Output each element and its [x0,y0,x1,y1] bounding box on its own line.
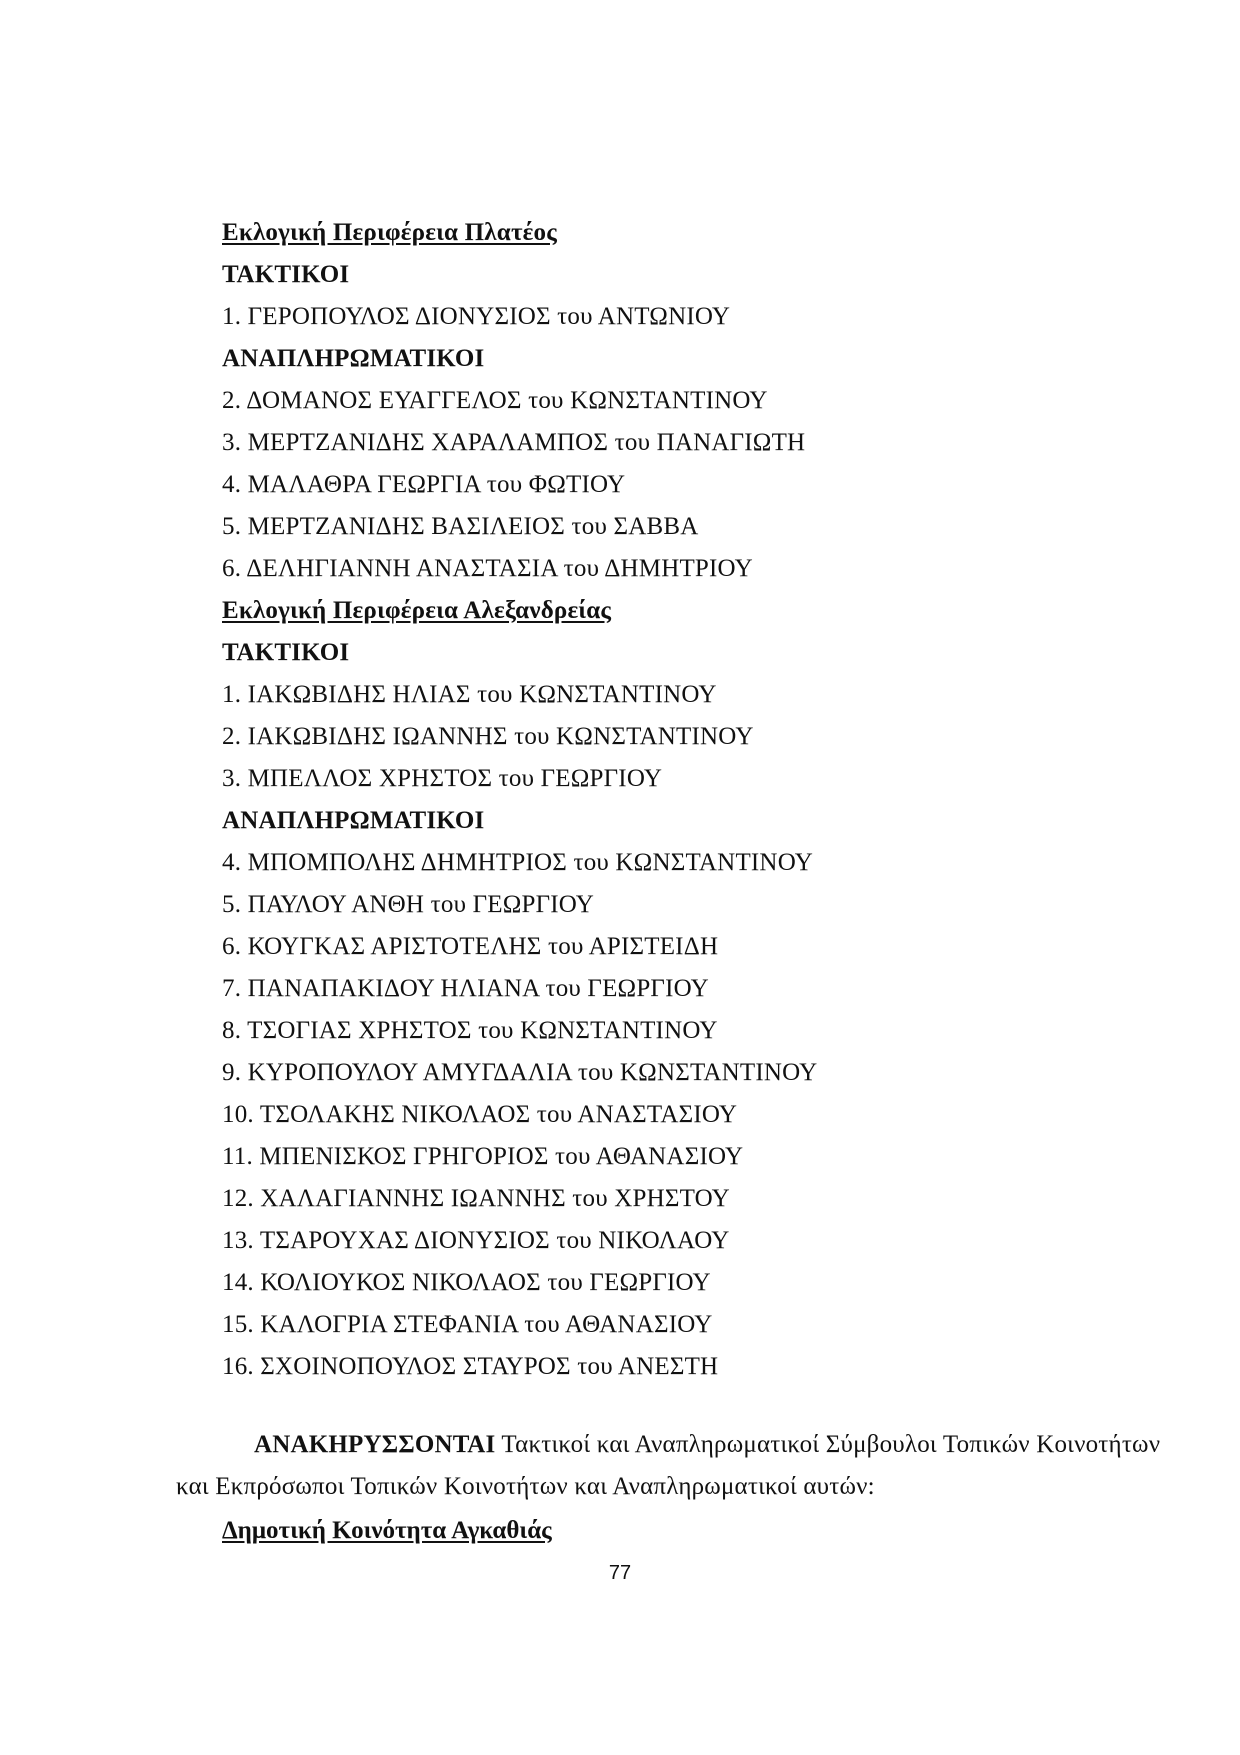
list-item: 14. ΚΟΛΙΟΥΚΟΣ ΝΙΚΟΛΑΟΣ του ΓΕΩΡΓΙΟΥ [222,1269,711,1296]
group-label: ΑΝΑΠΛΗΡΩΜΑΤΙΚΟΙ [222,807,485,834]
list-item: 6. ΔΕΛΗΓΙΑΝΝΗ ΑΝΑΣΤΑΣΙΑ του ΔΗΜΗΤΡΙΟΥ [222,555,753,582]
list-item: 1. ΓΕΡΟΠΟΥΛΟΣ ΔΙΟΝΥΣΙΟΣ του ΑΝΤΩΝΙΟΥ [222,303,731,330]
proclamation-paragraph [176,1424,1161,1508]
list-item: 7. ΠΑΝΑΠΑΚΙΔΟΥ ΗΛΙΑΝΑ του ΓΕΩΡΓΙΟΥ [222,975,709,1002]
proclamation-line-2: και Εκπρόσωποι Τοπικών Κοινοτήτων και Αναπληρωματικοί αυτών: [176,1473,875,1500]
list-item: 6. ΚΟΥΓΚΑΣ ΑΡΙΣΤΟΤΕΛΗΣ του ΑΡΙΣΤΕΙΔΗ [222,933,719,960]
group-label: ΤΑΚΤΙΚΟΙ [222,261,350,288]
list-item: 13. ΤΣΑΡΟΥΧΑΣ ΔΙΟΝΥΣΙΟΣ του ΝΙΚΟΛΑΟΥ [222,1227,730,1254]
section-heading-next: Δημοτική Κοινότητα Αγκαθιάς [222,1517,552,1544]
proclamation-keyword: ΑΝΑΚΗΡΥΣΣΟΝΤΑΙ [254,1431,496,1458]
list-item: 9. ΚΥΡΟΠΟΥΛΟΥ ΑΜΥΓΔΑΛΙΑ του ΚΩΝΣΤΑΝΤΙΝΟΥ [222,1059,818,1086]
page-number: 77 [608,1562,632,1584]
list-item: 2. ΙΑΚΩΒΙΔΗΣ ΙΩΑΝΝΗΣ του ΚΩΝΣΤΑΝΤΙΝΟΥ [222,723,754,750]
list-item: 12. ΧΑΛΑΓΙΑΝΝΗΣ ΙΩΑΝΝΗΣ του ΧΡΗΣΤΟΥ [222,1185,730,1212]
section-heading: Εκλογική Περιφέρεια Πλατέος [222,219,557,246]
list-item: 16. ΣΧΟΙΝΟΠΟΥΛΟΣ ΣΤΑΥΡΟΣ του ΑΝΕΣΤΗ [222,1353,719,1380]
proclamation-line-1 [176,1424,1161,1466]
group-label: ΤΑΚΤΙΚΟΙ [222,639,350,666]
list-item: 2. ΔΟΜΑΝΟΣ ΕΥΑΓΓΕΛΟΣ του ΚΩΝΣΤΑΝΤΙΝΟΥ [222,387,768,414]
candidate-list [222,212,1152,1388]
list-item: 8. ΤΣΟΓΙΑΣ ΧΡΗΣΤΟΣ του ΚΩΝΣΤΑΝΤΙΝΟΥ [222,1017,718,1044]
list-item: 4. ΜΑΛΑΘΡΑ ΓΕΩΡΓΙΑ του ΦΩΤΙΟΥ [222,471,626,498]
list-item: 11. ΜΠΕΝΙΣΚΟΣ ΓΡΗΓΟΡΙΟΣ του ΑΘΑΝΑΣΙΟΥ [222,1143,744,1170]
section-heading: Εκλογική Περιφέρεια Αλεξανδρείας [222,597,612,624]
list-item: 3. ΜΠΕΛΛΟΣ ΧΡΗΣΤΟΣ του ΓΕΩΡΓΙΟΥ [222,765,663,792]
list-item: 1. ΙΑΚΩΒΙΔΗΣ ΗΛΙΑΣ του ΚΩΝΣΤΑΝΤΙΝΟΥ [222,681,717,708]
list-item: 4. ΜΠΟΜΠΟΛΗΣ ΔΗΜΗΤΡΙΟΣ του ΚΩΝΣΤΑΝΤΙΝΟΥ [222,849,813,876]
list-item: 15. ΚΑΛΟΓΡΙΑ ΣΤΕΦΑΝΙΑ του ΑΘΑΝΑΣΙΟΥ [222,1311,713,1338]
list-item: 5. ΜΕΡΤΖΑΝΙΔΗΣ ΒΑΣΙΛΕΙΟΣ του ΣΑΒΒΑ [222,513,699,540]
list-item: 3. ΜΕΡΤΖΑΝΙΔΗΣ ΧΑΡΑΛΑΜΠΟΣ του ΠΑΝΑΓΙΩΤΗ [222,429,806,456]
list-item: 5. ΠΑΥΛΟΥ ΑΝΘΗ του ΓΕΩΡΓΙΟΥ [222,891,595,918]
list-item: 10. ΤΣΟΛΑΚΗΣ ΝΙΚΟΛΑΟΣ του ΑΝΑΣΤΑΣΙΟΥ [222,1101,738,1128]
proclamation-line-1-rest: Τακτικοί και Αναπληρωματικοί Σύμβουλοι Τοπικών Κοινοτήτων [501,1431,1161,1458]
group-label: ΑΝΑΠΛΗΡΩΜΑΤΙΚΟΙ [222,345,485,372]
